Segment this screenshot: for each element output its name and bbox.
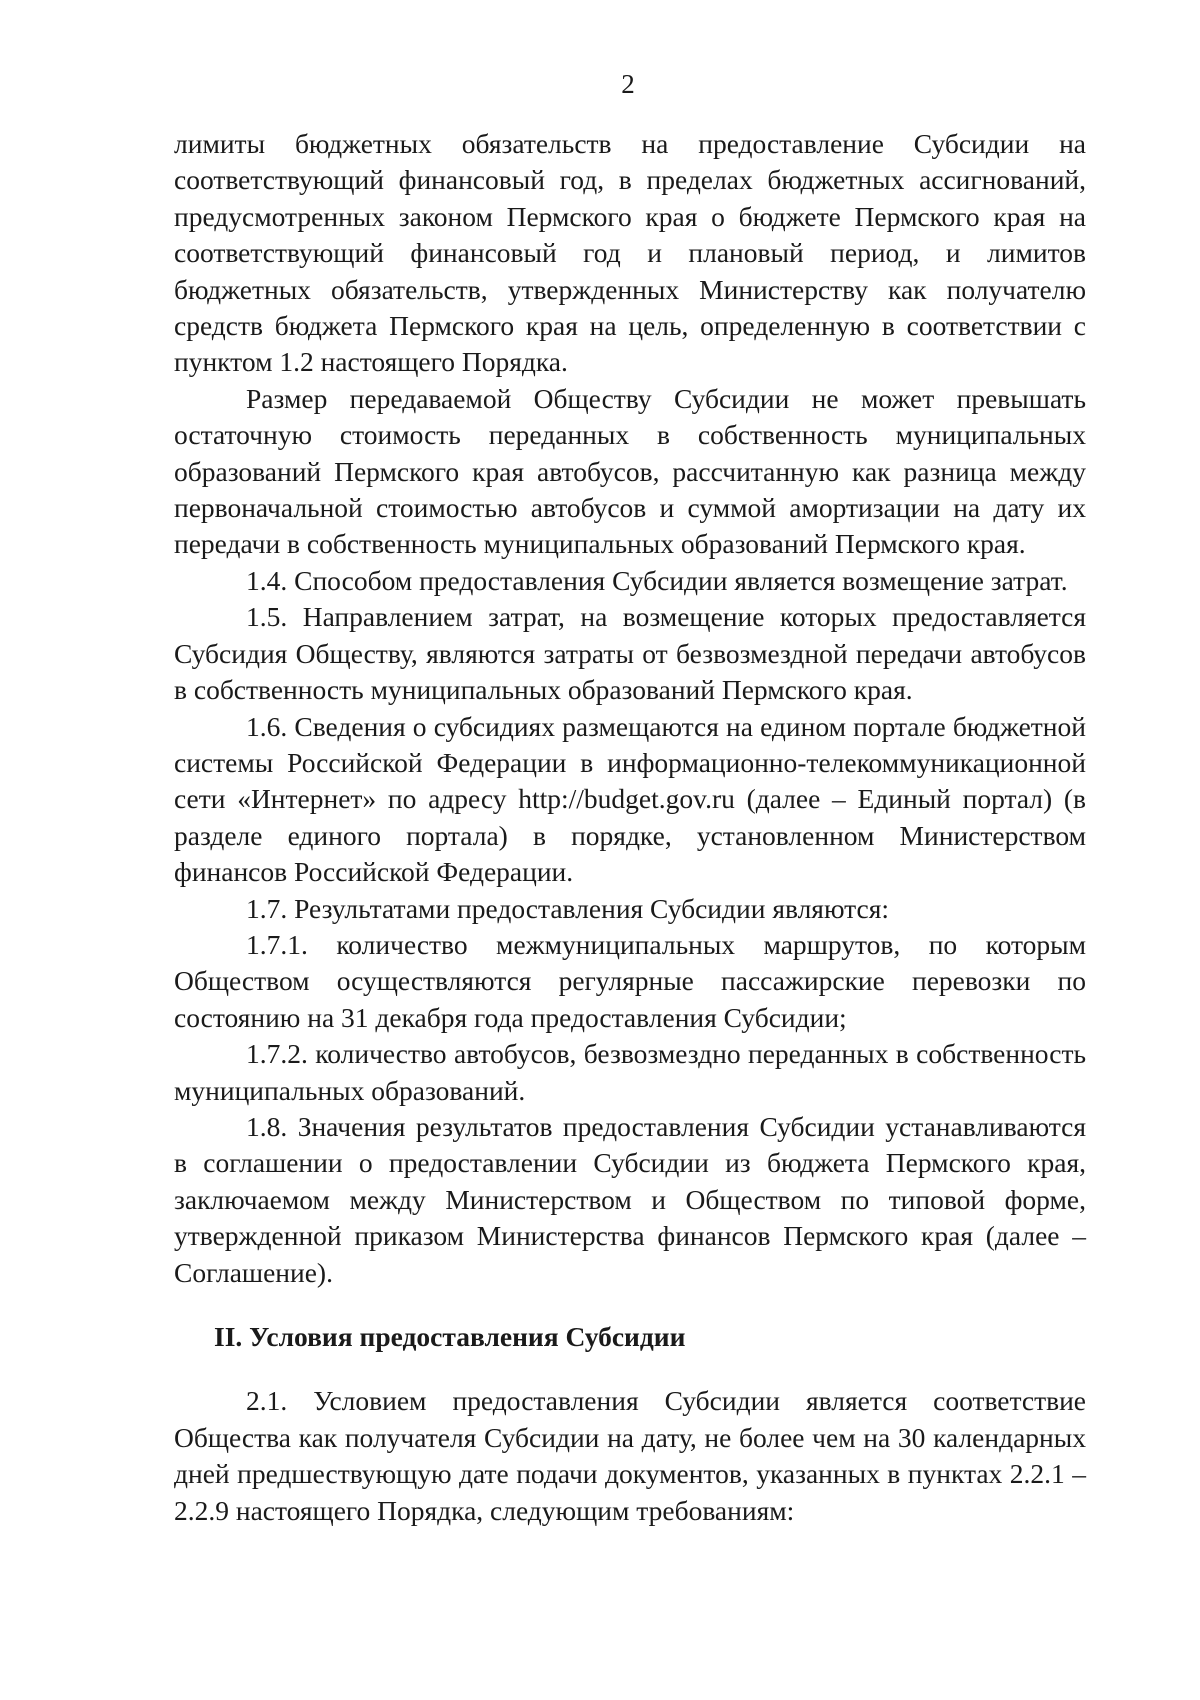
paragraph-1-6: 1.6. Сведения о субсидиях размещаются на едином портале бюджетной системы Российской Федерации в информационно-телекоммуникационной сети «Интернет» по адресу http://budget.gov.ru (далее – Единый портал) (в разделе единого портала) в порядке, установленном Министерством финансов Российской Федерации. — [174, 710, 1086, 888]
paragraph-budget-limits: лимиты бюджетных обязательств на предоставление Субсидии на соответствующий финансовый год, в пределах бюджетных ассигнований, предусмотренных законом Пермского края о бюджете Пермского края на соответствующий финансовый год и плановый период, и лимитов бюджетных обязательств, утвержденных Министерству как получателю средств бюджета Пермского края на цель, определенную в соответствии с пунктом 1.2 настоящего Порядка. — [174, 128, 1086, 378]
paragraph-1-7: 1.7. Результатами предоставления Субсидии являются: — [246, 892, 889, 924]
section-heading: II. Условия предоставления Субсидии — [214, 1321, 686, 1352]
paragraph-1-7-2: 1.7.2. количество автобусов, безвозмездно переданных в собственность муниципальных образований. — [174, 1038, 1086, 1106]
paragraph-1-5: 1.5. Направлением затрат, на возмещение которых предоставляется Субсидия Обществу, являются затраты от безвозмездной передачи автобусов в собственность муниципальных образований Пермского края. — [174, 601, 1086, 706]
paragraph-subsidy-amount: Размер передаваемой Обществу Субсидии не может превышать остаточную стоимость переданных в собственность муниципальных образований Пермского края автобусов, рассчитанную как разница между первоначальной стоимостью автобусов и суммой амортизации на дату их передачи в собственность муниципальных образований Пермского края. — [174, 382, 1086, 560]
heading-spacer-bottom — [174, 1355, 1086, 1383]
document-body — [174, 126, 1086, 1529]
paragraph-2-1: 2.1. Условием предоставления Субсидии является соответствие Общества как получателя Субсидии на дату, не более чем на 30 календарных дней предшествующую дате подачи документов, указанных в пунктах 2.2.1 – 2.2.9 настоящего Порядка, следующим требованиям: — [174, 1385, 1086, 1526]
paragraph-1-4: 1.4. Способом предоставления Субсидии является возмещение затрат. — [246, 564, 1068, 596]
paragraph-1-8: 1.8. Значения результатов предоставления Субсидии устанавливаются в соглашении о предоставлении Субсидии из бюджета Пермского края, заключаемом между Министерством и Обществом по типовой форме, утвержденной приказом Министерства финансов Пермского края (далее – Соглашение). — [174, 1110, 1086, 1288]
paragraph-1-7-1: 1.7.1. количество межмуниципальных маршрутов, по которым Обществом осуществляются регулярные пассажирские перевозки по состоянию на 31 декабря года предоставления Субсидии; — [174, 928, 1086, 1033]
page-number: 2 — [621, 69, 635, 99]
heading-spacer-top — [174, 1291, 1086, 1319]
